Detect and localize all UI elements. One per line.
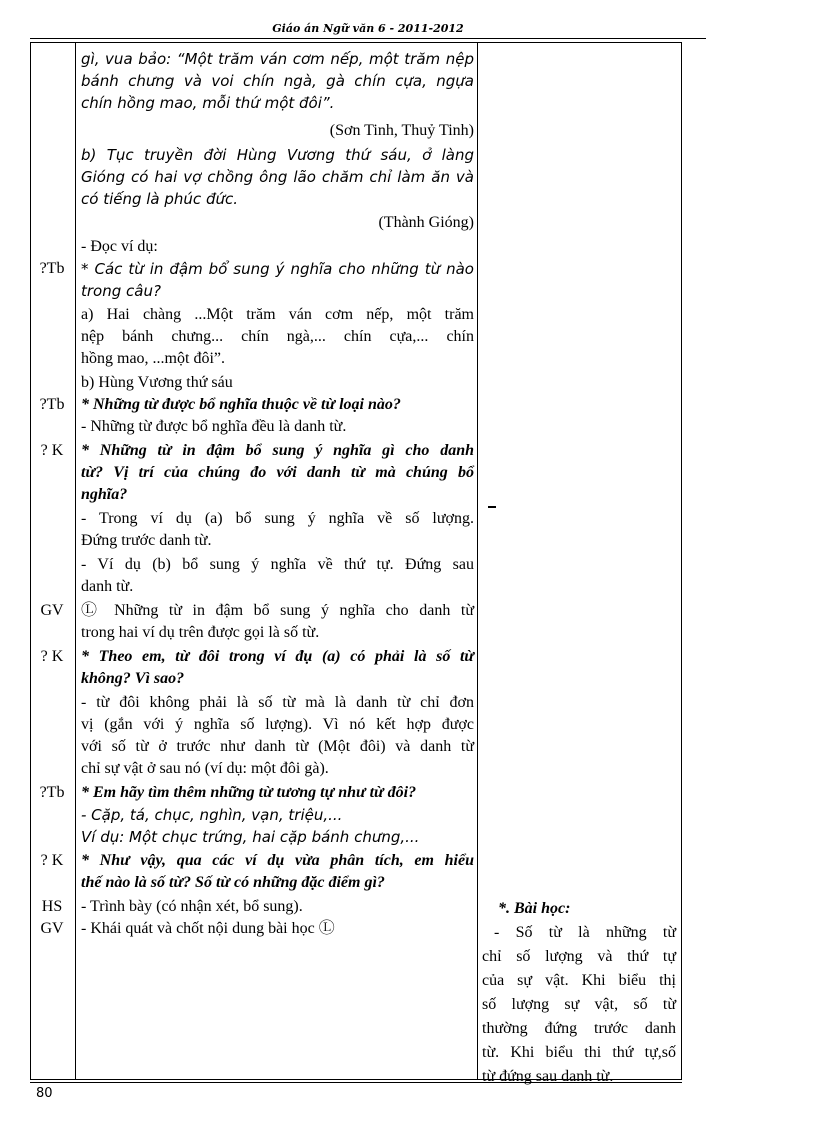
content-line: * Như vậy, qua các ví dụ vừa phân tích, em hiểu	[81, 852, 474, 869]
content-line: danh từ.	[81, 578, 134, 595]
content-line: từ? Vị trí của chúng đo với danh từ mà chúng bổ	[81, 464, 474, 481]
dash-mark	[488, 506, 496, 508]
lesson-summary-line: của sự vật. Khi biểu thị	[482, 972, 676, 989]
content-line: không? Vì sao?	[81, 670, 185, 687]
content-line: Gióng có hai vợ chồng ông lão chăm chỉ làm ăn và	[81, 168, 474, 186]
content-line: nệp bánh chưng... chín ngà,... chín cựa,... chín	[81, 328, 474, 345]
content-line: * Các từ in đậm bổ sung ý nghĩa cho những từ nào	[81, 260, 474, 278]
content-line: a) Hai chàng ...Một trăm ván cơm nếp, một trăm	[81, 306, 474, 323]
content-line: chín hồng mao, mỗi thứ một đôi”.	[81, 94, 335, 112]
row-label: ?Tb	[39, 260, 65, 277]
content-line: * Những từ in đậm bổ sung ý nghĩa gì cho danh	[81, 442, 474, 459]
column-divider-label	[75, 43, 76, 1079]
column-divider-lesson	[477, 43, 478, 1079]
content-line: với số từ ở trước như danh từ (Một đôi) và danh từ	[81, 738, 474, 755]
row-label: ? K	[40, 648, 64, 665]
content-line: b) Hùng Vương thứ sáu	[81, 374, 233, 391]
content-line: vị (gắn với ý nghĩa số lượng). Vì nó kết hợp được	[81, 716, 474, 733]
content-line: hồng mao, ...một đôi”.	[81, 350, 225, 367]
lesson-summary-line: - Số từ là những từ	[494, 924, 676, 941]
content-line: (Sơn Tinh, Thuỷ Tinh)	[329, 122, 474, 139]
content-line: trong hai ví dụ trên được gọi là số từ.	[81, 624, 320, 641]
content-line: - Những từ được bổ nghĩa đều là danh từ.	[81, 418, 347, 435]
lesson-summary-line: từ. Khi biểu thi thứ tự,số	[482, 1044, 676, 1061]
content-line: Ⓛ Những từ in đậm bổ sung ý nghĩa cho danh từ	[81, 602, 474, 619]
lesson-summary-line: từ đứng sau danh từ.	[482, 1068, 614, 1085]
running-header: Giáo án Ngữ văn 6 - 2011-2012	[30, 20, 706, 39]
lesson-summary-line: số lượng sự vật, số từ	[482, 996, 676, 1013]
content-line: chỉ sự vật ở sau nó (ví dụ: một đôi gà).	[81, 760, 329, 777]
content-line: trong câu?	[81, 282, 161, 300]
content-line: - Khái quát và chốt nội dung bài học Ⓛ	[81, 920, 335, 937]
content-line: - Trong ví dụ (a) bổ sung ý nghĩa về số lượng.	[81, 510, 474, 527]
page-number: 80	[36, 1086, 53, 1101]
content-line: - Trình bày (có nhận xét, bổ sung).	[81, 898, 303, 915]
content-line: gì, vua bảo: “Một trăm ván cơm nếp, một trăm nệp	[81, 50, 474, 68]
lesson-summary-line: chỉ số lượng và thứ tự	[482, 948, 676, 965]
content-line: có tiếng là phúc đức.	[81, 190, 238, 208]
content-line: - Đọc ví dụ:	[81, 238, 158, 255]
row-label: ?Tb	[39, 784, 65, 801]
row-label: HS	[41, 898, 63, 915]
row-label: ?Tb	[39, 396, 65, 413]
content-line: (Thành Gióng)	[378, 214, 474, 231]
lesson-summary-line: thường đứng trước danh	[482, 1020, 676, 1037]
content-line: - từ đôi không phải là số từ mà là danh từ chỉ đơn	[81, 694, 474, 711]
footer-rule	[30, 1082, 682, 1083]
content-line: * Những từ được bổ nghĩa thuộc về từ loại nào?	[81, 396, 401, 413]
row-label: GV	[40, 920, 64, 937]
content-line: - Cặp, tá, chục, nghìn, vạn, triệu,...	[81, 806, 343, 824]
row-label: ? K	[40, 442, 64, 459]
row-label: ? K	[40, 852, 64, 869]
content-line: - Ví dụ (b) bổ sung ý nghĩa về thứ tự. Đứng sau	[81, 556, 474, 573]
content-line: b) Tục truyền đời Hùng Vương thứ sáu, ở làng	[81, 146, 474, 164]
content-line: thế nào là số từ? Số từ có những đặc điểm gì?	[81, 874, 385, 891]
content-line: Ví dụ: Một chục trứng, hai cặp bánh chưng,...	[81, 828, 420, 846]
content-line: Đứng trước danh từ.	[81, 532, 212, 549]
content-line: bánh chưng và voi chín ngà, gà chín cựa, ngựa	[81, 72, 474, 90]
content-line: * Theo em, từ đôi trong ví đụ (a) có phải là số từ	[81, 648, 474, 665]
content-line: * Em hãy tìm thêm những từ tương tự như từ đôi?	[81, 784, 417, 801]
content-line: nghĩa?	[81, 486, 128, 503]
row-label: GV	[40, 602, 64, 619]
lesson-summary-line: *. Bài học:	[498, 900, 571, 917]
